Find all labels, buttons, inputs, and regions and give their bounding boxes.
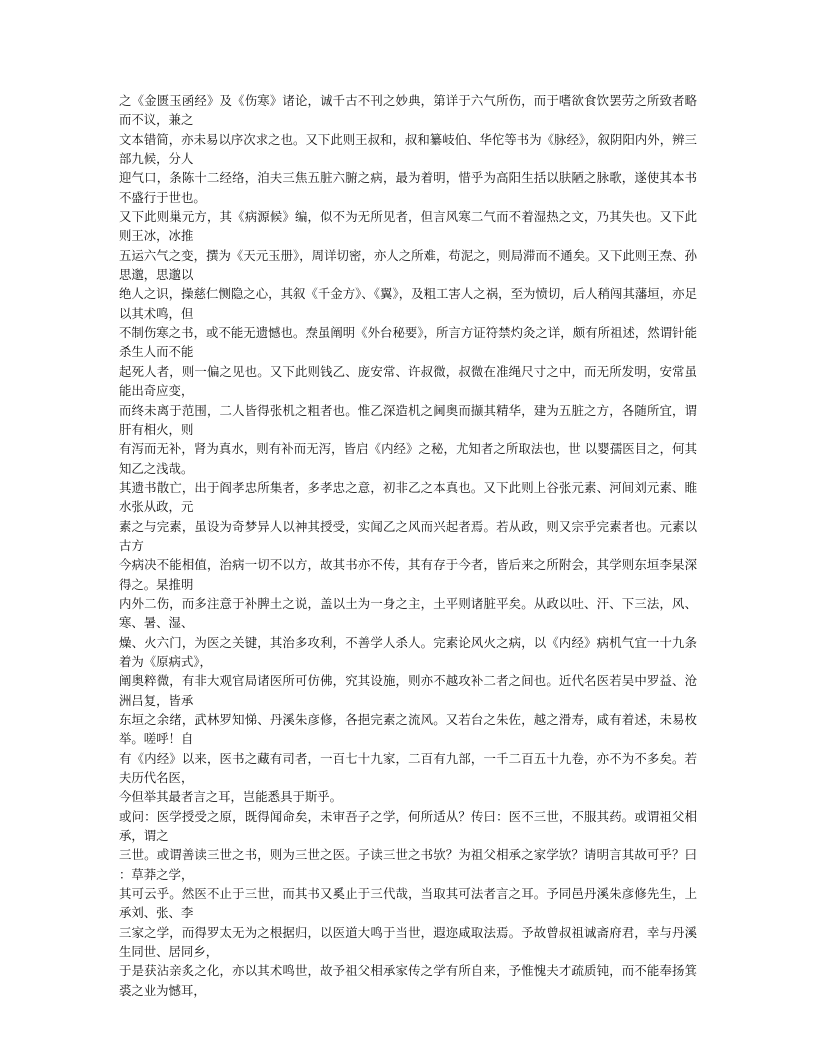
paragraph-1: 之《金匮玉函经》及《伤寒》诸论，诚千古不刊之妙典，第详于六气所伤，而于嗜欲食饮罢劳之所致者略而不议，兼之 (119, 93, 697, 128)
paragraph-7: 不制伤寒之书，或不能无遗憾也。焘虽阐明《外台秘要》，所言方证符禁灼灸之详，颇有所祖述，然谓针能杀生人而不能 (119, 325, 697, 360)
paragraph-14: 内外二伤，而多注意于补脾土之说，盖以土为一身之主，土平则诸脏平矣。从政以吐、汗、下三法，风、寒、暑、湿、 (119, 595, 697, 631)
paragraph-18: 有《内经》以来，医书之藏有司者，一百七十九家，二百有九部，一千二百五十九卷，亦不为不多矣。若夫历代名医， (119, 750, 697, 786)
paragraph-11: 其遗书散亡，出于阎孝忠所集者，多孝忠之意，初非乙之本真也。又下此则上谷张元素、河间刘元素、睢水张从政，元 (119, 479, 697, 515)
paragraph-8: 起死人者，则一偏之见也。又下此则钱乙、庞安常、许叔微，叔微在准绳尺寸之中，而无所发明，安常虽能出奇应变， (119, 363, 697, 399)
paragraph-3: 迎气口，条陈十二经络，洎夫三焦五脏六腑之病，最为着明，惜乎为高阳生括以肤陋之脉歌，遂使其本书不盛行于世也。 (119, 170, 697, 205)
paragraph-19: 今但举其最者言之耳，岂能悉具于斯乎。 (119, 789, 343, 805)
paragraph-21: 三世。或谓善读三世之书，则为三世之医。子读三世之书欤？为祖父相承之家学欤？请明言其故可乎？曰：草莽之学， (119, 847, 697, 882)
paragraph-15: 燥、火六门，为医之关键，其治多攻利，不善学人杀人。完素论风火之病，以《内经》病机气宜一十九条着为《原病式》， (119, 634, 697, 669)
paragraph-13: 今病决不能相值，治病一切不以方，故其书亦不传，其有存于今者，皆后来之所附会，其学则东垣李杲深得之。杲推明 (119, 557, 697, 592)
paragraph-10: 有泻而无补，肾为真水，则有补而无泻，皆启《内经》之秘，尤知者之所取法也，世 以婴孺医目之，何其知乙之浅哉。 (119, 441, 697, 476)
paragraph-23: 三家之学，而得罗太无为之根据归，以医道大鸣于当世，遐迩咸取法焉。予故曾叔祖诚斋府君，幸与丹溪生同世、居同乡， (119, 924, 697, 960)
paragraph-24: 于是获沾亲炙之化，亦以其术鸣世，故予祖父相承家传之学有所自来，予惟愧夫才疏质钝，而不能奉扬箕裘之业为憾耳， (119, 963, 697, 998)
paragraph-6: 绝人之识，操慈仁恻隐之心，其叙《千金方》、《翼》，及粗工害人之祸，至为愤切，后人稍闯其藩垣，亦足以其术鸣，但 (119, 286, 697, 321)
paragraph-5: 五运六气之变，撰为《天元玉册》，周详切密，亦人之所难，苟泥之，则局滞而不通矣。又下此则王焘、孙思邈，思邈以 (119, 247, 697, 283)
paragraph-20: 或问：医学授受之原，既得闻命矣，未审吾子之学，何所适从？传曰：医不三世，不服其药。或谓祖父相承，谓之 (119, 808, 697, 844)
paragraph-16: 阐奥粹微，有非大观官局诸医所可仿佛，究其设施，则亦不越攻补二者之间也。近代名医若吴中罗益、沧洲吕复，皆承 (119, 673, 697, 708)
paragraph-4: 又下此则巢元方，其《病源候》编，似不为无所见者，但言风寒二气而不着湿热之文，乃其失也。又下此则王冰，冰推 (119, 209, 697, 244)
paragraph-2: 文本错简，亦未易以序次求之也。又下此则王叔和，叔和纂岐伯、华佗等书为《脉经》，叙阴阳内外，辨三部九候，分人 (119, 131, 697, 167)
paragraph-22: 其可云乎。然医不止于三世，而其书又奚止于三代哉，当取其可法者言之耳。予同邑丹溪朱彦修先生，上承刘、张、李 (119, 886, 697, 921)
paragraph-9: 而终未离于范围，二人皆得张机之粗者也。惟乙深造机之阃奥而撷其精华，建为五脏之方，各随所宜，谓肝有相火，则 (119, 402, 697, 437)
document-page (119, 91, 697, 1000)
paragraph-12: 素之与完素，虽设为奇梦异人以神其授受，实闻乙之风而兴起者焉。若从政，则又宗乎完素者也。元素以古方 (119, 518, 697, 553)
paragraph-17: 东垣之余绪，武林罗知悌、丹溪朱彦修，各挹完素之流风。又若台之朱佐，越之滑寿，咸有着述，未易枚举。嗟呼！自 (119, 712, 697, 747)
